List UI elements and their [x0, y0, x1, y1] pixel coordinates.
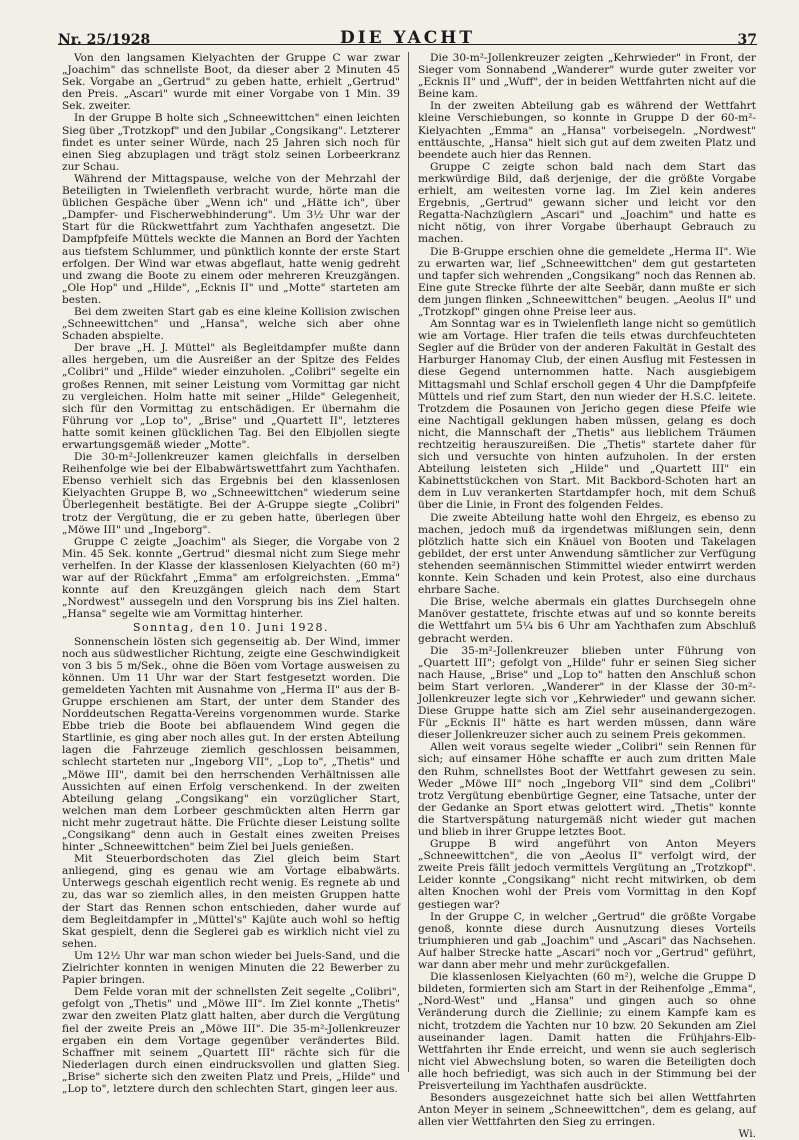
- paragraph: Besonders ausgezeichnet hatte sich bei allen Wettfahrten Anton Meyer in seinem „Schneewittchen", dem es gelang, auf allen vier Wettfahrten den Sieg zu erringen.: [418, 1092, 756, 1129]
- header-rule: [58, 44, 757, 45]
- issue-number: Nr. 25/1928: [58, 32, 151, 48]
- paragraph: Die klassenlosen Kielyachten (60 m²), welche die Gruppe D bildeten, formierten sich am Start in der Reihenfolge „Emma", „Nord-West" und „Hansa" und gingen auch so ohne Veränderung durch die Ziellinie; zu einem Kampfe kam es nicht, trotzdem die Yachten nur 10 bzw. 20 Sekunden am Ziel auseinander lagen. Damit hatten die Frühjahrs-Elb-Wettfahrten ihr Ende erreicht, und wenn sie auch seglerisch nicht viel Abwechslung boten, so waren die Beteiligten doch alle hoch befriedigt, was sich auch in der Stimmung bei der Preisverteilung im Yachthafen ausdrückte.: [418, 971, 756, 1092]
- paragraph: In der zweiten Abteilung gab es während der Wettfahrt kleine Verschiebungen, so konnte in Gruppe D der 60-m²-Kielyachten „Emma" an „Hansa" vorbeisegeln. „Nordwest" enttäuschte, „Hansa" hielt sich gut auf dem zweiten Platz und beendete auch hier das Rennen.: [418, 100, 756, 161]
- page-header: [58, 14, 757, 48]
- right-column: [418, 52, 756, 1140]
- paragraph: In der Gruppe C, in welcher „Gertrud" die größte Vorgabe genoß, konnte diese durch Ausnutzung dieses Vorteils triumphieren und gab „Joachim" und „Ascari" das Nachsehen. Auf halber Strecke hatte „Ascari" noch vor „Gertrud" geführt, war dann aber mehr und mehr zurückgefallen.: [418, 910, 756, 972]
- paragraph: Die 35-m²-Jollenkreuzer blieben unter Führung von „Quartett III"; gefolgt von „Hilde" fuhr er seinen Sieg sicher nach Hause, „Brise" und „Lop to" hatten den Anschluß schon beim Start verloren. „Wanderer" in der Klasse der 30-m²-Jollenkreuzer legte sich vor „Kehrwieder" und gewann sicher. Diese Gruppe hatte sich am Ziel sehr auseinandergezogen. Für „Ecknis II" hätte es hart werden müssen, dann wäre dieser Jollenkreuzer sicher auch zu seinem Preis gekommen.: [418, 644, 756, 742]
- paragraph: Die Brise, welche abermals ein glattes Durchsegeln ohne Manöver gestattete, frischte etwas auf und so konnte bereits die Wettfahrt um 5¼ bis 6 Uhr am Yachthafen zum Abschluß gebracht werden.: [418, 596, 756, 645]
- paragraph: Bei dem zweiten Start gab es eine kleine Kollision zwischen „Schneewittchen" und „Hansa", welche sich aber ohne Schaden abspielte.: [62, 305, 400, 343]
- paragraph: Sonnenschein lösten sich gegenseitig ab. Der Wind, immer noch aus südwestlicher Richtung, zeigte eine Geschwindigkeit von 3 bis 5 m/Sek., ohne die Böen vom Vortage ausweisen zu können. Um 11 Uhr war der Start festgesetzt worden. Die gemeldeten Yachten mit Ausnahme von „Herma II" aus der B-Gruppe erschienen am Start, der unter dem Stander des Norddeutschen Regatta-Vereins vorgenommen wurde. Starke Ebbe trieb die Boote bei abflauendem Wind gegen die Startlinie, es ging aber noch alles gut. In der ersten Abteilung lagen die Fahrzeuge ziemlich geschlossen beisammen, schlecht starteten nur „Ingeborg VII", „Lop to", „Thetis" und „Möwe III", damit bei den herrschenden Verhältnissen alle Aussichten auf einen Erfolg verschenkend. In der zweiten Abteilung gelang „Congsikang" ein vorzüglicher Start, welchen man dem Lorbeer geschmückten alten Herrn gar nicht mehr zugetraut hätte. Die Früchte dieser Leistung sollte „Congsikang" denn auch in Gestalt eines zweiten Preises hinter „Schneewittchen" beim Ziel bei Juels genießen.: [62, 635, 400, 854]
- paragraph: Die B-Gruppe erschien ohne die gemeldete „Herma II". Wie zu erwarten war, lief „Schneewittchen" dem gut gestarteten und tapfer sich wehrenden „Congsikang" noch das Rennen ab. Eine gute Strecke führte der alte Seebär, dann mußte er sich dem jungen flinken „Schneewittchen" beugen. „Aeolus II" und „Trotzkopf" gingen ohne Preise leer aus.: [418, 245, 756, 318]
- column-divider: [408, 52, 409, 1072]
- paragraph: Allen weit voraus segelte wieder „Colibri" sein Rennen für sich; auf einsamer Höhe schaffte er auch zum dritten Male den Ruhm, schnellstes Boot der Wettfahrt gewesen zu sein. Weder „Möwe III" noch „Ingeborg VII" sind dem „Colibri" trotz Vergütung ebenbürtige Gegner, eine Tatsache, unter der der Gedanke an Sport etwas gelottert wird. „Thetis" konnte die Startverspätung naturgemäß nicht wieder gut machen und blieb in ihrer Gruppe letztes Boot.: [418, 741, 756, 838]
- paragraph: Der brave „H. J. Müttel" als Begleitdampfer mußte dann alles hergeben, um die Ausreißer an der Spitze des Feldes „Colibri" und „Hilde" wieder einzuholen. „Colibri" segelte ein großes Rennen, mit seiner Leistung vom Vormittag gar nicht zu vergleichen. Holm hatte mit seiner „Hilde" Gelegenheit, sich für den Vormittag zu entschädigen. Er übernahm die Führung vor „Lop to", „Brise" und „Quartett II", letzteres hatte somit keinen glücklichen Tag. Bei den Elbjollen siegte erwartungsgemäß wieder „Motte".: [62, 342, 400, 451]
- paragraph: Mit Steuerbordschoten das Ziel gleich beim Start anliegend, ging es genau wie am Vortage elbabwärts. Unterwegs geschah eigentlich recht wenig. Es regnete ab und zu, das war so ziemlich alles, in den meisten Gruppen hatte der Start das Rennen schon entschieden, daher wurde auf dem Begleitdampfer in „Müttel's" Kajüte auch wohl so heftig Skat gespielt, denn die Seglerei gab es wirklich nicht viel zu sehen.: [62, 853, 400, 950]
- paragraph: Gruppe C zeigte schon bald nach dem Start das merkwürdige Bild, daß derjenige, der die größte Vorgabe erhielt, am weitesten vorne lag. Im Ziel kein anderes Ergebnis, „Gertrud" gewann sicher und leicht vor den Regatta-Nachzüglern „Ascari" und „Joachim" und hatte es nicht nötig, von ihrer Vorgabe überhaupt Gebrauch zu machen.: [418, 160, 756, 246]
- paragraph: Die zweite Abteilung hatte wohl den Ehrgeiz, es ebenso zu machen, jedoch muß da irgendetwas mißlungen sein, denn plötzlich hatte sich ein Knäuel von Booten und Takelagen gebildet, der erst unter Anwendung sämtlicher zur Verfügung stehenden seemännischen Stimmittel wieder entwirrt werden konnte. Kein Schaden und kein Protest, also eine durchaus ehrbare Sache.: [418, 511, 756, 597]
- page-number: 37: [737, 32, 757, 48]
- date-heading: Sonntag, den 10. Juni 1928.: [132, 621, 330, 635]
- paragraph: In der Gruppe B holte sich „Schneewittchen" einen leichten Sieg über „Trotzkopf" und den Jubilar „Congsikang". Letzterer findet es unter seiner Würde, nach 25 Jahren sich noch für einen Sieg abzuplagen und trägt stolz seinen Lorbeerkranz zur Schau.: [62, 112, 400, 173]
- paragraph: Während der Mittagspause, welche von der Mehrzahl der Beteiligten in Twielenfleth verbracht wurde, hörte man die üblichen Gespäche über „Wenn ich" und „Hätte ich", über „Dampfer- und Fischerwebhinderung". Um 3½ Uhr war der Start für die Rückwettfahrt zum Yachthafen angesetzt. Die Dampfpfeife Müttels weckte die Mannen an Bord der Yachten aus tiefstem Schlummer, und pünktlich konnte der erste Start erfolgen. Der Wind war etwas abgeflaut, hatte wenig gedreht und zwang die Boote zu einem oder mehreren Kreuzgängen. „Ole Hop" und „Hilde", „Ecknis II" und „Motte" starteten am besten.: [62, 172, 400, 306]
- left-column: [62, 52, 400, 1095]
- paragraph: Dem Felde voran mit der schnellsten Zeit segelte „Colibri", gefolgt von „Thetis" und „Möwe III". Im Ziel konnte „Thetis" zwar den zweiten Platz glatt halten, aber durch die Vergütung fiel der zweite Preis an „Möwe III". Die 35-m²-Jollenkreuzer ergaben ein dem Vortage gegenüber verändertes Bild. Schaffner mit seinem „Quartett III" rächte sich für die Niederlagen durch einen eindrucksvollen und glatten Sieg. „Brise" sicherte sich den zweiten Platz und Preis, „Hilde" und „Lop to", letztere durch den schlechten Start, gingen leer aus.: [62, 986, 400, 1095]
- paragraph: Von den langsamen Kielyachten der Gruppe C war zwar „Joachim" das schnellste Boot, da dieser aber 2 Minuten 45 Sek. Vorgabe an „Gertrud" zu geben hatte, erhielt „Gertrud" den Preis. „Ascari" wurde mit einer Vorgabe von 1 Min. 39 Sek. zweiter.: [62, 52, 400, 113]
- paragraph: Die 30-m²-Jollenkreuzer zeigten „Kehrwieder" in Front, der Sieger vom Sonnabend „Wanderer" wurde guter zweiter vor „Ecknis II" und „Wuff", der in beiden Wettfahrten nicht auf die Beine kam.: [418, 52, 756, 101]
- paragraph: Um 12½ Uhr war man schon wieder bei Juels-Sand, und die Zielrichter konnten in wenigen Minuten die 22 Bewerber zu Papier bringen.: [62, 949, 400, 987]
- author-signature: Wi.: [738, 1128, 756, 1140]
- magazine-title: DIE YACHT: [339, 28, 476, 48]
- paragraph: Gruppe B wird angeführt von Anton Meyers „Schneewittchen", die von „Aeolus II" verfolgt wird, der zweite Preis fällt jedoch vermittels Vergütung an „Trotzkopf". Leider konnte „Congsikang" nicht recht mitwirken, ob dem alten Knochen wohl der Preis vom Vormittag in den Kopf gestiegen war?: [418, 838, 756, 911]
- paragraph: Am Sonntag war es in Twielenfleth lange nicht so gemütlich wie am Vortage. Hier trafen die teils etwas durchfeuchteten Segler auf die Brüder von der anderen Fakultät in Gestalt des Harburger Hanomay Club, der einen Ausflug mit Festessen in diese Gegend unternommen hatte. Nach ausgiebigem Mittagsmahl und Schlaf erscholl gegen 4 Uhr die Dampfpfeife Müttels und rief zum Start, den nun wieder der H.S.C. leitete. Trotzdem die Posaunen von Jericho gegen diese Pfeife wie eine Nachtigall geklungen haben müssen, gelang es doch nicht, die Mannschaft der „Thetis" aus lieblichem Träumen rechtzeitig herauszureißen. Die „Thetis" startete daher für sich und versuchte von hinten aufzuholen. In der ersten Abteilung leisteten sich „Hilde" und „Quartett III" ein Kabinettstückchen von Start. Mit Backbord-Schoten hart an dem in Luv verankerten Startdampfer hoch, mit dem Schuß über die Linie, in Front des folgenden Feldes.: [418, 318, 756, 512]
- paragraph: Die 30-m²-Jollenkreuzer kamen gleichfalls in derselben Reihenfolge wie bei der Elbabwärtswettfahrt zum Yachthafen. Ebenso verhielt sich das Ergebnis bei den klassenlosen Kielyachten Gruppe B, wo „Schneewittchen" wiederum seine Überlegenheit bestätigte. Bei der A-Gruppe siegte „Colibri" trotz der Vergütung, die er zu geben hatte, überlegen über „Möwe III" und „Ingeborg".: [62, 451, 400, 536]
- paragraph: Gruppe C zeigte „Joachim" als Sieger, die Vorgabe von 2 Min. 45 Sek. konnte „Gertrud" diesmal nicht zum Siege mehr verhelfen. In der Klasse der klassenlosen Kielyachten (60 m²) war auf der Rückfahrt „Emma" am erfolgreichsten. „Emma" konnte auf den Kreuzgängen gleich nach dem Start „Nordwest" aussegeln und den Vorsprung bis ins Ziel halten. „Hansa" segelte wie am Vormittag hinterher.: [62, 535, 400, 621]
